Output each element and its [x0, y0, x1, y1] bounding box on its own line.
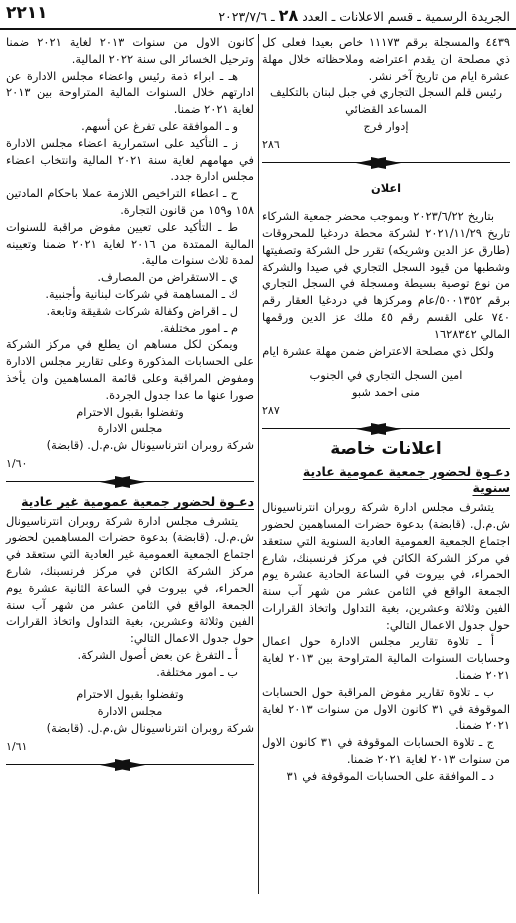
left-column	[6, 34, 254, 777]
notice-287-objection: ولكل ذي مصلحة الاعتراض ضمن مهلة عشرة ايام	[262, 343, 494, 358]
announcement-title: دعـوة لحضور جمعية عمومية عادية سنوية	[302, 463, 510, 496]
agenda-item: ي ـ الاستقراض من المصارف.	[97, 270, 238, 285]
notice-287-text: بتاريخ ٢٠٢٣/٦/٢٢ وبموجب محضر جمعية الشركاء تاريخ ٢٠٢١/١١/٢٩ لشركة محطة دردغيا للمحروقات (طارق عز الدين وشريكه) تقرر حل الشركة وتصفيتها وشطبها من قيود السجل التجاري في صيدا والشركة من نوع توصية بسيطة ومسجلة في السجل التجاري برقم ٥٠٠١٣٥٢/عام ومركزها في دردغيا العقار رقم ٧٤٠ على القسم رقم ٤٥ ملك عز الدين ورقمها المالي ١٦٢٨٣٤٢	[262, 209, 510, 341]
signature-line: مجلس الادارة	[97, 704, 163, 719]
agenda-item: ج ـ تلاوة الحسابات الموقوفة في ٣١ كانون الاول من سنوات ٢٠١٣ لغاية ٢٠٢١ ضمنا.	[262, 735, 510, 767]
agenda-item: كانون الاول من سنوات ٢٠١٣ لغاية ٢٠٢١ ضمنا وترحيل الخسائر الى سنة ٢٠٢٢ المالية.	[6, 35, 254, 66]
agenda-item: ب ـ تلاوة تقارير مفوض المراقبة حول الحسابات الموقوفة في ٣١ كانون الاول من سنوات ٢٠١٣ لغاية ٢٠٢١ ضمنا.	[262, 684, 510, 733]
agenda-item: أ ـ التفرغ عن بعض أصول الشركة.	[77, 647, 238, 662]
agenda-item: م ـ امور مختلفة.	[159, 320, 238, 335]
signature-line: وتفضلوا بقبول الاحترام	[76, 687, 184, 702]
header-title-line	[218, 6, 510, 25]
right-column	[262, 34, 510, 785]
company-name: شركة روبران انترناسيونال ش.م.ل. (قابضة)	[46, 438, 254, 453]
signature-line: وتفضلوا بقبول الاحترام	[76, 404, 184, 419]
notice-286-text: ٤٤٣٩ والمسجلة برقم ١١١٧٣ خاص بعيدا فعلى كل ذي مصلحة ان يقدم اعتراضه وملاحظاته خلال مهلة عشرة ايام من تاريخ آخر نشر.	[262, 35, 510, 83]
signature-line: امين السجل التجاري في الجنوب	[309, 368, 463, 383]
issue-date: ـ ٢٠٢٣/٧/٦	[218, 9, 275, 24]
announcement-text: يتشرف مجلس ادارة شركة روبران انترناسيونال ش.م.ل. (قابضة) بدعوة حضرات المساهمين لحضور اجتماع الجمعية العمومية غير العادية التي ستعقد في مركز الشركة الكائن في مركز فرنسبنك، شارع الحمراء، في بيروت في الساعة الثانية عشرة يوم الجمعة الواقع في الثامن عشر من شهر آب سنة الفين وثلاثة وعشرين، بغية التداول واتخاذ القرارات حول جدول الاعمال التالي:	[6, 513, 254, 646]
signature-line: رئيس قلم السجل التجاري في جبل لبنان بالتكليف	[270, 85, 502, 100]
agenda-item: ك ـ المساهمة في شركات لبنانية وأجنبية.	[45, 286, 238, 301]
publication-title: الجريدة الرسمية ـ قسم الاعلانات ـ العدد	[302, 9, 510, 24]
signature-name: إدوار فرج	[363, 118, 409, 133]
separator-ornament	[6, 759, 254, 771]
agenda-item: ب ـ امور مختلفة.	[156, 664, 238, 679]
column-divider	[258, 34, 259, 894]
page-header	[0, 0, 516, 30]
signature-name: منى احمد شبو	[352, 385, 420, 400]
agenda-item: و ـ الموافقة على تفرغ عن أسهم.	[81, 118, 238, 133]
issue-number: ٢٨	[278, 6, 299, 25]
signature-line: المساعد القضائي	[345, 102, 427, 117]
agenda-item: أ ـ تلاوة تقارير مجلس الادارة حول اعمال وحسابات السنوات المالية المتراوحة بين ٢٠١٣ لغاية ٢٠٢١ ضمنا.	[262, 634, 510, 683]
separator-ornament	[262, 423, 510, 435]
agenda-item: هـ ـ ابراء ذمة رئيس واعضاء مجلس الادارة عن ادارتهم خلال السنوات المالية المتراوحة بين ٢٠١٣ لغاية ٢٠٢١ ضمنا.	[6, 68, 254, 117]
agenda-item: ز ـ التأكيد على استمرارية اعضاء مجلس الادارة في مهامهم لغاية سنة ٢٠٢١ المالية وانتخاب اعضاء مجلس ادارة جدد.	[6, 135, 254, 184]
signature-line: مجلس الادارة	[97, 421, 163, 436]
separator-ornament	[262, 157, 510, 169]
section-title: اعلانات خاصة	[330, 438, 442, 459]
agenda-item: د ـ الموافقة على الحسابات الموقوفة في ٣١	[286, 768, 494, 783]
notice-number: ١/٦١	[6, 739, 28, 753]
agenda-item: ط ـ التأكيد على تعيين مفوض مراقبة للسنوات المالية الممتدة من ٢٠١٦ لغاية ٢٠٢١ ضمنا وتعيينه لمدة ثلاث سنوات مالية.	[6, 219, 254, 268]
notice-title: اعلان	[370, 180, 402, 195]
announcement-text: ويمكن لكل مساهم ان يطلع في مركز الشركة على الحسابات المذكورة وعلى تقارير مجلس الادارة ومفوض المراقبة وعلى قائمة المساهمين وان يأخذ صورا عنها ما عدا جدول الجردة.	[6, 337, 254, 402]
page-number: ٢٢١١	[6, 3, 48, 23]
announcement-title: دعـوة لحضور جمعية عمومية غير عادية	[21, 493, 254, 509]
agenda-item: ح ـ اعطاء التراخيص اللازمة عملا باحكام المادتين ١٥٨ و١٥٩ من قانون التجارة.	[6, 186, 254, 217]
separator-ornament	[6, 476, 254, 488]
company-name: شركة روبران انترناسيونال ش.م.ل. (قابضة)	[46, 721, 254, 736]
notice-number: ٢٨٧	[262, 403, 280, 417]
notice-number: ٢٨٦	[262, 137, 280, 151]
announcement-text: يتشرف مجلس ادارة شركة روبران انترناسيونال ش.م.ل. (قابضة) بدعوة حضرات المساهمين لحضور اجتماع الجمعية العمومية العادية السنوية التي ستعقد في مركز الشركة الكائن في مركز فرنسبنك، شارع الحمراء، في بيروت في الساعة الحادية عشرة يوم الجمعة الواقع في الثامن عشر من شهر آب سنة الفين وثلاثة وعشرين، بغية التداول واتخاذ القرارات حول جدول الاعمال التالي:	[262, 500, 510, 632]
agenda-item: ل ـ اقراض وكفالة شركات شقيقة وتابعة.	[46, 303, 238, 318]
notice-number: ١/٦٠	[6, 456, 28, 470]
